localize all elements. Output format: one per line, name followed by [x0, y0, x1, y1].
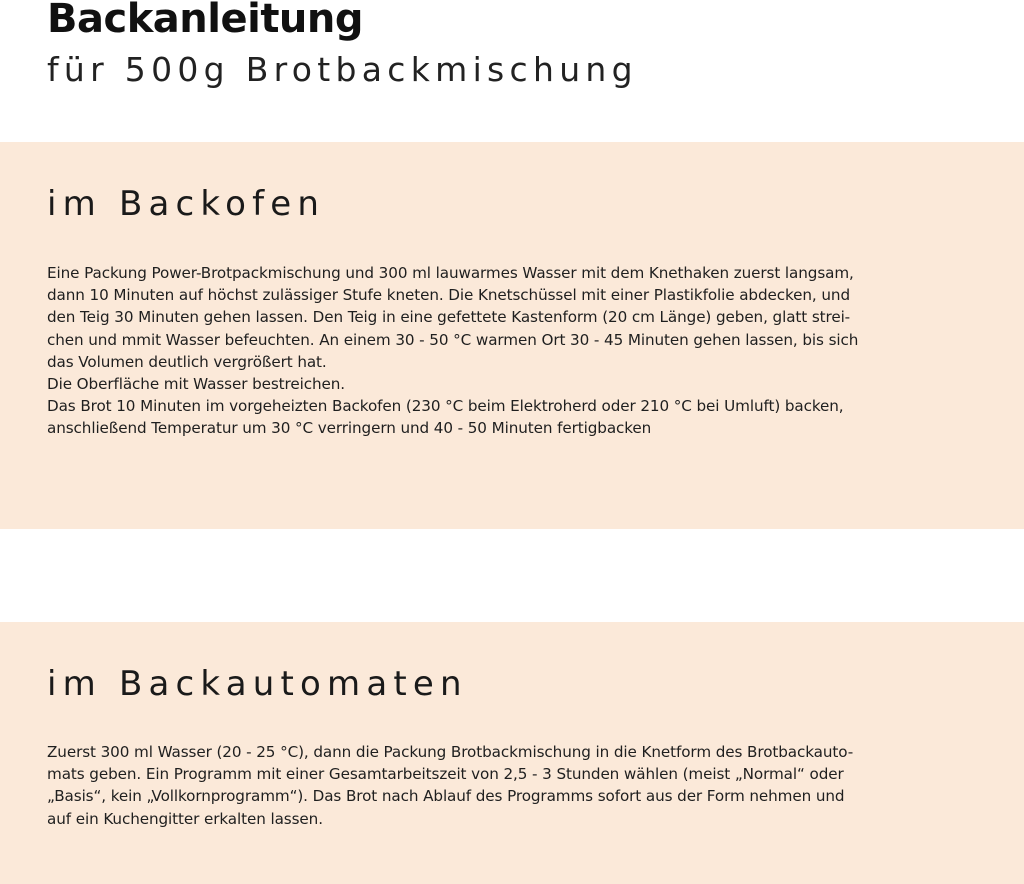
instruction-line: Das Brot 10 Minuten im vorgeheizten Backofen (230 °C beim Elektroherd oder 210 °C bei Umluft) backen,: [47, 397, 844, 416]
instruction-line: chen und mmit Wasser befeuchten. An einem 30 - 50 °C warmen Ort 30 - 45 Minuten gehen lassen, bis sich: [47, 330, 859, 349]
section-heading-bread-machine: im Backautomaten: [47, 664, 468, 704]
section-bread-machine: [0, 622, 1024, 884]
section-heading-oven: im Backofen: [47, 184, 326, 224]
instruction-line: dann 10 Minuten auf höchst zulässiger Stufe kneten. Die Knetschüssel mit einer Plastikfolie abdecken, und: [47, 286, 850, 305]
instruction-line: Zuerst 300 ml Wasser (20 - 25 °C), dann die Packung Brotbackmischung in die Knetform des Brotbackauto-: [47, 743, 854, 761]
instructions-bread-machine: [47, 741, 987, 830]
instructions-oven: [47, 262, 987, 440]
instruction-line: „Basis“, kein „Vollkornprogramm“). Das Brot nach Ablauf des Programms sofort aus der Form nehmen und: [47, 787, 845, 806]
instruction-line: auf ein Kuchengitter erkalten lassen.: [47, 809, 323, 828]
page-subtitle: für 500g Brotbackmischung: [47, 50, 638, 89]
page-title: Backanleitung: [47, 0, 364, 42]
instruction-line: mats geben. Ein Programm mit einer Gesamtarbeitszeit von 2,5 - 3 Stunden wählen (meist „Normal“ oder: [47, 765, 844, 784]
instruction-line: Eine Packung Power-Brotpackmischung und 300 ml lauwarmes Wasser mit dem Knethaken zuerst langsam,: [47, 264, 854, 282]
section-oven: [0, 142, 1024, 529]
instruction-line: das Volumen deutlich vergrößert hat.: [47, 352, 327, 371]
instruction-line: anschließend Temperatur um 30 °C verringern und 40 - 50 Minuten fertigbacken: [47, 419, 652, 438]
instruction-line: Die Oberfläche mit Wasser bestreichen.: [47, 375, 345, 394]
instruction-line: den Teig 30 Minuten gehen lassen. Den Teig in eine gefettete Kastenform (20 cm Länge) geben, glatt strei-: [47, 308, 851, 327]
